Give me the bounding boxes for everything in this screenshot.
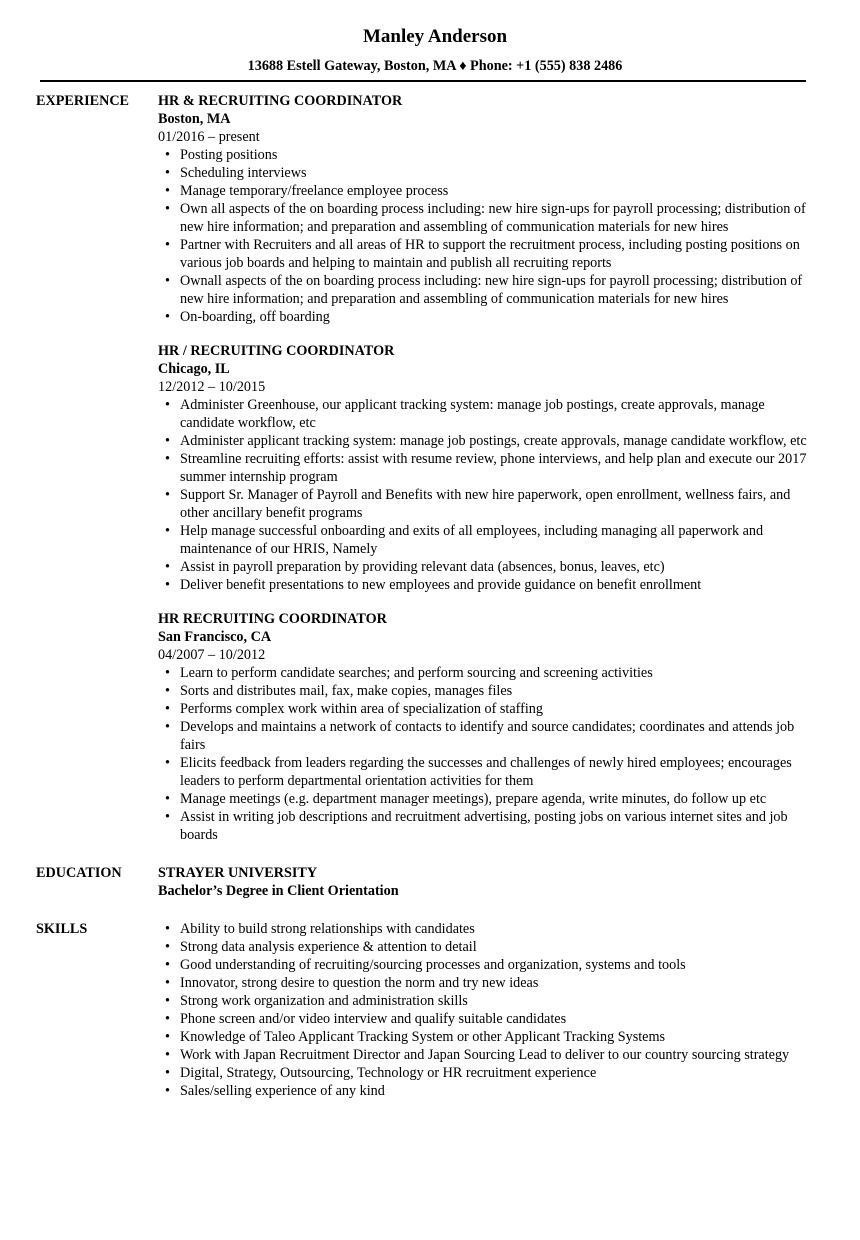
- degree-name: Bachelor’s Degree in Client Orientation: [158, 883, 399, 899]
- section-label-education: EDUCATION: [36, 865, 122, 881]
- list-item: • On-boarding, off boarding: [180, 308, 818, 326]
- list-item: • Learn to perform candidate searches; and perform sourcing and screening activities: [180, 664, 818, 682]
- list-item: • Manage temporary/freelance employee process: [180, 182, 818, 200]
- job-location: Chicago, IL: [158, 361, 230, 377]
- experience-list: [158, 92, 818, 844]
- job-entry: [158, 342, 818, 594]
- skill-item: • Phone screen and/or video interview and qualify suitable candidates: [180, 1010, 818, 1028]
- list-item: • Develops and maintains a network of contacts to identify and source candidates; coordinates and attends job fairs: [180, 718, 818, 754]
- list-item: • Performs complex work within area of specialization of staffing: [180, 700, 818, 718]
- resume-header: [0, 25, 860, 75]
- skill-item: • Digital, Strategy, Outsourcing, Technology or HR recruitment experience: [180, 1064, 818, 1082]
- job-dates: 12/2012 – 10/2015: [158, 379, 266, 395]
- skill-item: • Good understanding of recruiting/sourcing processes and organization, systems and tools: [180, 956, 818, 974]
- header-divider: [40, 80, 806, 82]
- section-label-experience: EXPERIENCE: [36, 93, 130, 109]
- skill-item: • Sales/selling experience of any kind: [180, 1082, 818, 1100]
- skill-item: • Innovator, strong desire to question the norm and try new ideas: [180, 974, 818, 992]
- skills-section: [0, 920, 860, 1100]
- list-item: • Own all aspects of the on boarding process including: new hire sign-ups for payroll processing; distribution of new hire information; and preparation and assembling of communication materials for new hires: [180, 200, 818, 236]
- list-item: • Posting positions: [180, 146, 818, 164]
- skills-list: [158, 920, 818, 1100]
- experience-section: [0, 92, 860, 844]
- school-name: STRAYER UNIVERSITY: [158, 865, 318, 881]
- skill-item: • Work with Japan Recruitment Director and Japan Sourcing Lead to deliver to our country sourcing strategy: [180, 1046, 818, 1064]
- skill-item: • Strong data analysis experience & attention to detail: [180, 938, 818, 956]
- job-entry: [158, 92, 818, 326]
- list-item: • Elicits feedback from leaders regarding the successes and challenges of newly hired employees; encourages leaders to perform departmental orientation activities for them: [180, 754, 818, 790]
- list-item: • Ownall aspects of the on boarding process including: new hire sign-ups for payroll processing; distribution of new hire information; and preparation and assembling of communication materials for new hires: [180, 272, 818, 308]
- job-bullets: [158, 664, 818, 844]
- list-item: • Sorts and distributes mail, fax, make copies, manages files: [180, 682, 818, 700]
- list-item: • Scheduling interviews: [180, 164, 818, 182]
- job-title: HR RECRUITING COORDINATOR: [158, 611, 387, 627]
- job-entry: [158, 610, 818, 844]
- skills-body: [158, 920, 818, 1100]
- job-bullets: [158, 146, 818, 326]
- section-label-skills: SKILLS: [36, 921, 88, 937]
- contact-line: 13688 Estell Gateway, Boston, MA ♦ Phone: +1 (555) 838 2486: [247, 58, 623, 74]
- list-item: • Support Sr. Manager of Payroll and Benefits with new hire paperwork, open enrollment, wellness fairs, and other ancillary benefit programs: [180, 486, 818, 522]
- skill-item: • Ability to build strong relationships with candidates: [180, 920, 818, 938]
- list-item: • Partner with Recruiters and all areas of HR to support the recruitment process, including posting positions on various job boards and helping to maintain and publish all recruiting reports: [180, 236, 818, 272]
- list-item: • Streamline recruiting efforts: assist with resume review, phone interviews, and help plan and execute our 2017 summer internship program: [180, 450, 818, 486]
- skill-item: • Strong work organization and administration skills: [180, 992, 818, 1010]
- job-dates: 04/2007 – 10/2012: [158, 647, 266, 663]
- list-item: • Administer Greenhouse, our applicant tracking system: manage job postings, create approvals, manage candidate workflow, etc: [180, 396, 818, 432]
- list-item: • Assist in payroll preparation by providing relevant data (absences, bonus, leaves, etc): [180, 558, 818, 576]
- candidate-name: Manley Anderson: [362, 26, 508, 47]
- education-body: [158, 864, 818, 900]
- job-title: HR & RECRUITING COORDINATOR: [158, 93, 403, 109]
- list-item: • Manage meetings (e.g. department manager meetings), prepare agenda, write minutes, do follow up etc: [180, 790, 818, 808]
- list-item: • Help manage successful onboarding and exits of all employees, including managing all paperwork and maintenance of our HRIS, Namely: [180, 522, 818, 558]
- skill-item: • Knowledge of Taleo Applicant Tracking System or other Applicant Tracking Systems: [180, 1028, 818, 1046]
- job-location: Boston, MA: [158, 111, 231, 127]
- job-dates: 01/2016 – present: [158, 129, 260, 145]
- list-item: • Assist in writing job descriptions and recruitment advertising, posting jobs on various internet sites and job boards: [180, 808, 818, 844]
- job-bullets: [158, 396, 818, 594]
- education-section: [0, 864, 860, 900]
- list-item: • Administer applicant tracking system: manage job postings, create approvals, manage candidate workflow, etc: [180, 432, 818, 450]
- job-location: San Francisco, CA: [158, 629, 272, 645]
- job-title: HR / RECRUITING COORDINATOR: [158, 343, 395, 359]
- list-item: • Deliver benefit presentations to new employees and provide guidance on benefit enrollment: [180, 576, 818, 594]
